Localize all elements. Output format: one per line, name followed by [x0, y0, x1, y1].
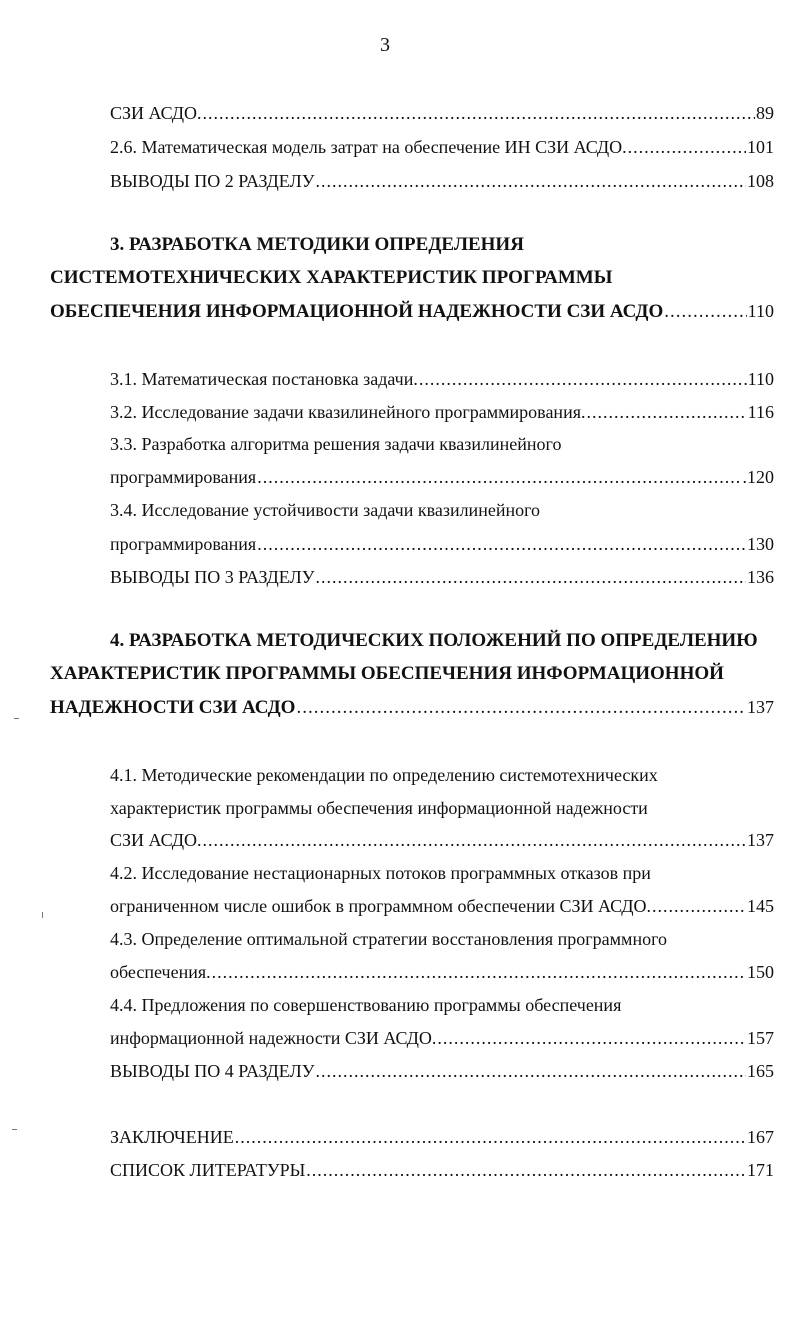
toc-entry-title: 3.2. Исследование задачи квазилинейного программирования. [110, 402, 586, 422]
leader-dots [235, 1122, 746, 1152]
toc-entry-page: 116 [747, 402, 774, 422]
toc-entry [110, 891, 774, 921]
toc-entry-title: НАДЕЖНОСТИ СЗИ АСДО [50, 697, 296, 718]
toc-entry-page: 89 [756, 103, 774, 123]
toc-entry-page: 110 [747, 369, 774, 389]
toc-entry-page: 108 [747, 171, 774, 191]
toc-entry-title: ЗАКЛЮЧЕНИЕ [110, 1127, 234, 1147]
toc-entry-page: 101 [747, 137, 774, 157]
leader-dots [257, 462, 741, 492]
leader-dots [315, 1056, 746, 1086]
toc-entry [110, 562, 774, 592]
toc-entry-title: программирования [110, 534, 257, 554]
scan-mark [14, 718, 19, 719]
toc-entry-page: 150 [747, 962, 774, 982]
toc-entry-page: 165 [747, 1061, 774, 1081]
leader-dots [652, 891, 746, 921]
toc-entry-page: 167 [747, 1127, 774, 1147]
toc-entry [110, 1122, 774, 1152]
toc-entry-line: 4.1. Методические рекомендации по определению системотехнических [110, 765, 658, 785]
leader-dots [203, 825, 746, 855]
toc-entry [110, 132, 774, 162]
scan-mark [12, 1129, 17, 1130]
toc-entry-page: .120 [742, 467, 774, 487]
toc-entry-page: 130 [747, 534, 774, 554]
leader-dots [257, 529, 746, 559]
toc-entry [110, 166, 774, 196]
toc-entry-line: характеристик программы обеспечения информационной надежности [110, 798, 648, 818]
toc-entry [110, 364, 774, 394]
chapter-3-heading-line-3 [50, 296, 774, 326]
scan-mark [42, 912, 43, 918]
toc-entry [110, 1155, 774, 1185]
leader-dots [212, 957, 746, 987]
toc-entry-page: 171 [747, 1160, 774, 1180]
toc-entry [110, 1023, 774, 1053]
leader-dots [296, 693, 746, 723]
toc-entry-title: 3.1. Математическая постановка задачи. [110, 369, 418, 389]
toc-entry-page: 136 [747, 567, 774, 587]
toc-entry-line: 4.2. Исследование нестационарных потоков программных отказов при [110, 863, 651, 883]
toc-entry-page: 110 [747, 301, 774, 321]
toc-entry-title: информационной надежности СЗИ АСДО. [110, 1028, 437, 1048]
toc-entry [110, 397, 774, 427]
leader-dots [203, 98, 755, 128]
leader-dots [306, 1155, 746, 1185]
toc-entry [110, 1056, 774, 1086]
toc-entry-title: ВЫВОДЫ ПО 3 РАЗДЕЛУ [110, 567, 315, 587]
toc-entry [110, 462, 774, 492]
toc-entry-page: 157 [747, 1028, 774, 1048]
toc-entry [110, 957, 774, 987]
toc-entry-line: 4.3. Определение оптимальной стратегии восстановления программного [110, 929, 668, 949]
toc-entry-page: 137 [747, 697, 774, 717]
toc-entry-title: ОБЕСПЕЧЕНИЯ ИНФОРМАЦИОННОЙ НАДЕЖНОСТИ СЗИ АСДО [50, 301, 664, 322]
toc-entry-title: СЗИ АСДО. [110, 830, 202, 850]
toc-entry-page: 145 [747, 896, 774, 916]
toc-entry [110, 529, 774, 559]
leader-dots [315, 562, 746, 592]
chapter-4-heading-line-1: 4. РАЗРАБОТКА МЕТОДИЧЕСКИХ ПОЛОЖЕНИЙ ПО ОПРЕДЕЛЕНИЮ [110, 630, 758, 651]
toc-entry-title: 2.6. Математическая модель затрат на обеспечение ИН СЗИ АСДО. [110, 137, 627, 157]
leader-dots [315, 166, 746, 196]
leader-dots [437, 1023, 746, 1053]
toc-entry-line: 3.4. Исследование устойчивости задачи квазилинейного [110, 500, 541, 520]
toc-entry-title: ВЫВОДЫ ПО 2 РАЗДЕЛУ [110, 171, 315, 191]
toc-entry [110, 825, 774, 855]
toc-entry-line: 3.3. Разработка алгоритма решения задачи квазилинейного [110, 434, 562, 454]
toc-entry-title: ограниченном числе ошибок в программном обеспечении СЗИ АСДО. [110, 896, 651, 916]
chapter-4-heading-line-3 [50, 692, 774, 722]
leader-dots [586, 397, 746, 427]
leader-dots [628, 132, 746, 162]
toc-entry-title: обеспечения. [110, 962, 211, 982]
toc-entry-title: СПИСОК ЛИТЕРАТУРЫ [110, 1160, 306, 1180]
leader-dots [419, 364, 747, 394]
page-number: 3 [380, 34, 390, 56]
chapter-3-heading-line-1: 3. РАЗРАБОТКА МЕТОДИКИ ОПРЕДЕЛЕНИЯ [110, 234, 524, 255]
leader-dots [664, 297, 746, 327]
toc-entry-page: 137 [747, 830, 774, 850]
toc-entry-title: ВЫВОДЫ ПО 4 РАЗДЕЛУ [110, 1061, 315, 1081]
toc-entry-title: СЗИ АСДО. [110, 103, 202, 123]
chapter-4-heading-line-2: ХАРАКТЕРИСТИК ПРОГРАММЫ ОБЕСПЕЧЕНИЯ ИНФОРМАЦИОННОЙ [50, 663, 724, 684]
toc-entry-title: программирования [110, 467, 257, 487]
toc-entry [110, 98, 774, 128]
toc-entry-line: 4.4. Предложения по совершенствованию программы обеспечения [110, 995, 622, 1015]
chapter-3-heading-line-2: СИСТЕМОТЕХНИЧЕСКИХ ХАРАКТЕРИСТИК ПРОГРАММЫ [50, 267, 613, 288]
